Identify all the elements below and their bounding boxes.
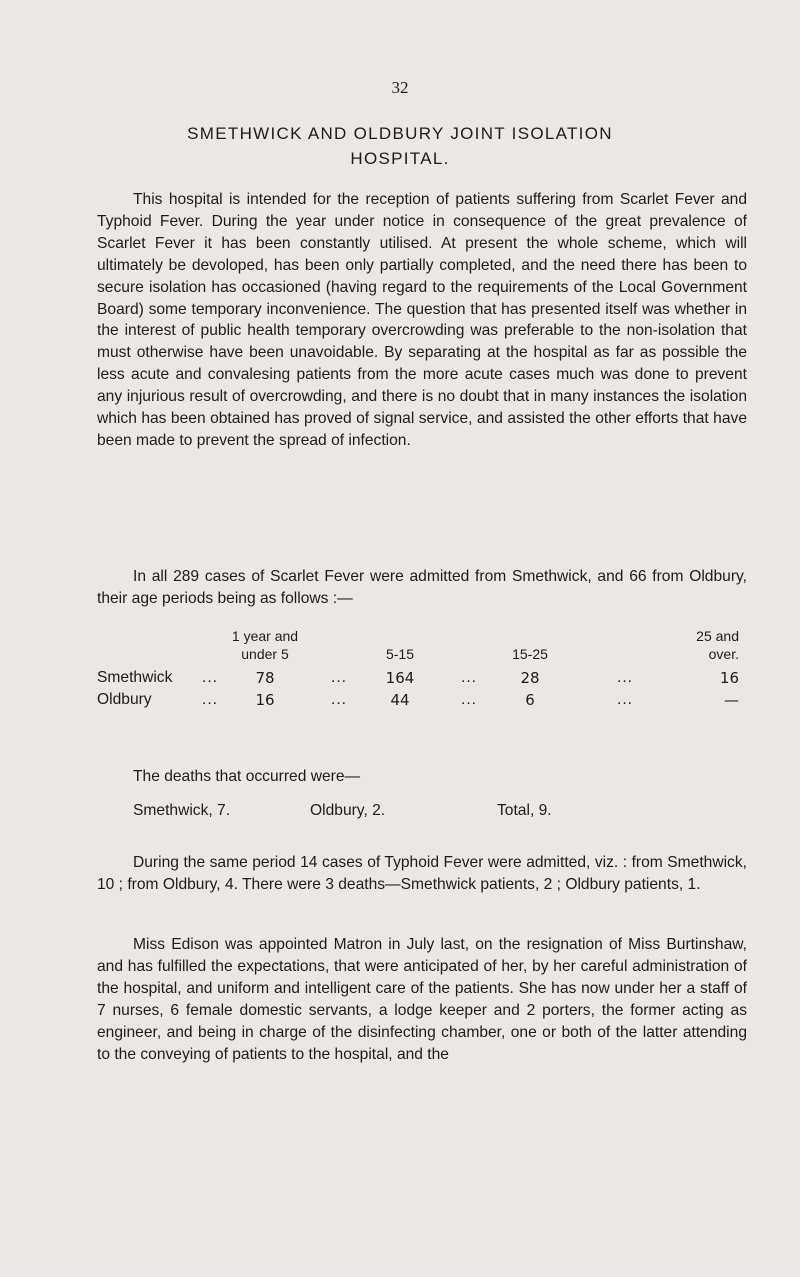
- paragraph-admissions: In all 289 cases of Scarlet Fever were admitted from Smethwick, and 66 from Oldbury, their age periods being as follows :—: [97, 568, 747, 607]
- paragraph-typhoid: During the same period 14 cases of Typhoid Fever were admitted, viz. : from Smethwick, 10 ; from Oldbury, 4. There were 3 deaths—Smethwick patients, 2 ; Oldbury patients, 1.: [97, 854, 747, 893]
- row-label: Smethwick: [97, 669, 173, 686]
- table-cell: 164: [385, 669, 415, 687]
- table-row-smethwick: [97, 667, 747, 689]
- section-title: [60, 121, 740, 171]
- header-25-line2: over.: [708, 646, 739, 662]
- header-15-25: 15-25: [512, 646, 548, 662]
- table-cell: 28: [520, 669, 540, 687]
- title-line-2: HOSPITAL.: [350, 149, 450, 168]
- title-line-1: SMETHWICK AND OLDBURY JOINT ISOLATION: [187, 124, 613, 143]
- header-under-5-line2: under 5: [241, 646, 289, 662]
- table-header: [97, 627, 747, 667]
- deaths-smethwick: Smethwick, 7.: [133, 802, 231, 819]
- table-cell: —: [724, 691, 739, 709]
- deaths-total: Total, 9.: [497, 802, 552, 819]
- row-label: Oldbury: [97, 691, 152, 708]
- header-25-line1: 25 and: [696, 628, 739, 644]
- leader-dots: ...: [617, 669, 633, 686]
- header-25-and-over: [659, 627, 739, 663]
- table-cell: 6: [525, 691, 535, 709]
- header-under-5-line1: 1 year and: [231, 628, 299, 644]
- header-under-5: [225, 627, 305, 663]
- leader-dots: ...: [202, 669, 218, 686]
- deaths-summary: [133, 802, 693, 824]
- leader-dots: ...: [461, 691, 477, 708]
- deaths-oldbury: Oldbury, 2.: [310, 802, 386, 819]
- page-number: 32: [391, 78, 409, 97]
- table-row-oldbury: [97, 689, 747, 711]
- leader-dots: ...: [331, 669, 347, 686]
- leader-dots: ...: [617, 691, 633, 708]
- paragraph-hospital-purpose: This hospital is intended for the reception of patients suffering from Scarlet Fever and Typhoid Fever. During the year under notice in consequence of the great prevalence of Scarlet Fever it has been constantly utilised. At present the whole scheme, which will ultimately be devoloped, has been only partially completed, and the need there has been to secure isolation has occasioned (having regard to the requirements of the Local Government Board) some temporary inconvenience. The question that has presented itself was whether in the interest of public health temporary overcrowding was preferable to the non-isolation that must otherwise have been unavoidable. By separating at the hospital as far as possible the less acute and convalesing patients from the more acute cases much was done to prevent any injurious result of overcrowding, and there is no doubt that in many instances the isolation which has been obtained has proved of signal service, and assisted the other efforts that have been made to prevent the spread of infection.: [97, 191, 747, 449]
- table-cell: 78: [255, 669, 275, 687]
- paragraph-matron: Miss Edison was appointed Matron in July last, on the resignation of Miss Burtinshaw, and has fulfilled the expectations, that were anticipated of her, by her careful administration of the hospital, and uniform and intelligent care of the patients. She has now under her a staff of 7 nurses, 6 female domestic servants, a lodge keeper and 2 porters, the former acting as engineer, and being in charge of the disinfecting chamber, one or both of the latter attending to the conveying of patients to the hospital, and the: [97, 936, 747, 1063]
- table-cell: 44: [390, 691, 410, 709]
- header-5-15: 5-15: [385, 646, 415, 662]
- leader-dots: ...: [461, 669, 477, 686]
- table-cell: 16: [719, 669, 739, 687]
- deaths-intro: The deaths that occurred were—: [133, 768, 361, 785]
- leader-dots: ...: [202, 691, 218, 708]
- age-period-table: [97, 627, 747, 711]
- leader-dots: ...: [331, 691, 347, 708]
- table-cell: 16: [255, 691, 275, 709]
